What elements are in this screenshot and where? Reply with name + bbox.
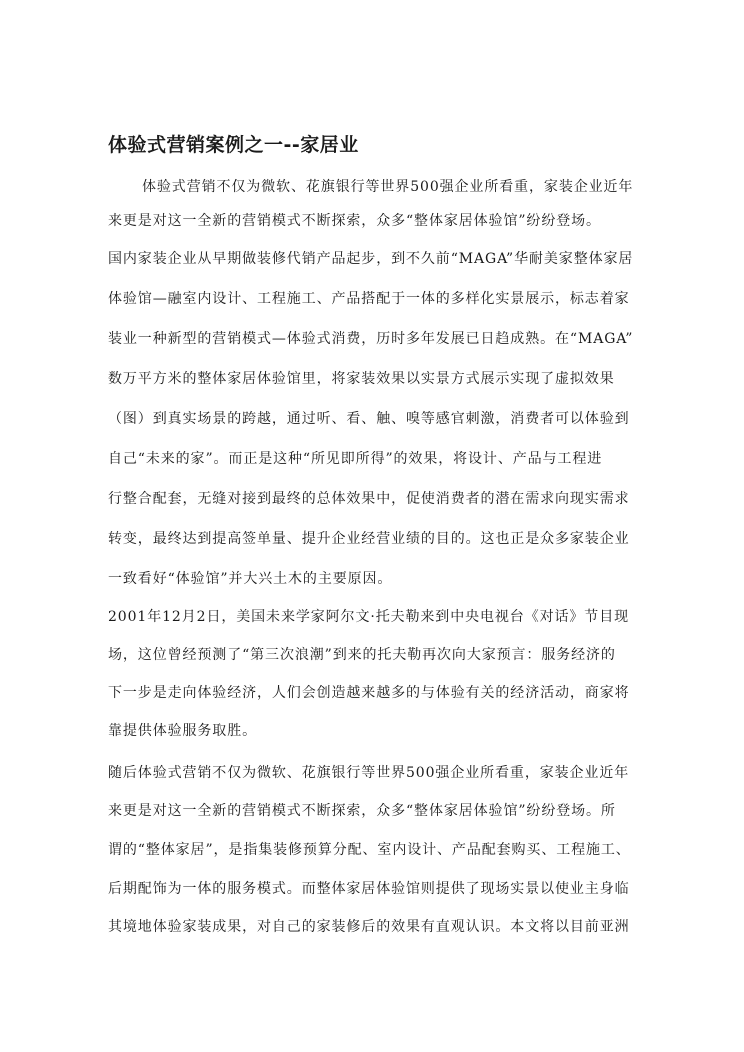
paragraph-line: 场，这位曾经预测了“第三次浪潮”到来的托夫勒再次向大家预言：服务经济的 (108, 647, 616, 663)
paragraph-line: 转变，最终达到提高签单量、提升企业经营业绩的目的。这也正是众多家装企业 (108, 531, 630, 547)
paragraph-line: 其境地体验家装成果，对自己的家装修后的效果有直观认识。本文将以目前亚洲 (108, 919, 630, 935)
paragraph-line: 一致看好“体验馆”并大兴土木的主要原因。 (108, 571, 393, 587)
paragraph-line: 后期配饰为一体的服务模式。而整体家居体验馆则提供了现场实景以使业主身临 (108, 881, 630, 897)
paragraph-line: 数万平方米的整体家居体验馆里，将家装效果以实景方式展示实现了虚拟效果 (108, 371, 615, 387)
paragraph-line: 来更是对这一全新的营销模式不断探索，众多“整体家居体验馆”纷纷登场。 (108, 213, 601, 229)
document-title: 体验式营销案例之一--家居业 (108, 134, 359, 156)
paragraph-line: 下一步是走向体验经济，人们会创造越来越多的与体验有关的经济活动，商家将 (108, 685, 630, 701)
paragraph-line: （图）到真实场景的跨越，通过听、看、触、嗅等感官刺激，消费者可以体验到 (108, 411, 630, 427)
paragraph-line: 谓的“整体家居”，是指集装修预算分配、室内设计、产品配套购买、工程施工、 (108, 842, 631, 858)
paragraph-line: 国内家装企业从早期做装修代销产品起步，到不久前“MAGA”华耐美家整体家居 (108, 251, 634, 267)
paragraph-line: 体验馆—融室内设计、工程施工、产品搭配于一体的多样化实景展示，标志着家 (108, 291, 630, 307)
paragraph-line: 装业一种新型的营销模式—体验式消费，历时多年发展已日趋成熟。在“MAGA” (108, 331, 634, 347)
paragraph-line: 行整合配套，无缝对接到最终的总体效果中，促使消费者的潜在需求向现实需求 (108, 491, 630, 507)
paragraph-line: 随后体验式营销不仅为微软、花旗银行等世界500强企业所看重，家装企业近年 (108, 765, 630, 781)
paragraph-line: 靠提供体验服务取胜。 (108, 723, 257, 739)
paragraph-line: 体验式营销不仅为微软、花旗银行等世界500强企业所看重，家装企业近年 (142, 179, 634, 195)
paragraph-line: 2001年12月2日，美国未来学家阿尔文·托夫勒来到中央电视台《对话》节目现 (108, 609, 629, 625)
paragraph-line: 来更是对这一全新的营销模式不断探索，众多“整体家居体验馆”纷纷登场。所 (108, 803, 616, 819)
paragraph-line: 自己“未来的家”。而正是这种“所见即所得”的效果，将设计、产品与工程进 (108, 451, 603, 467)
